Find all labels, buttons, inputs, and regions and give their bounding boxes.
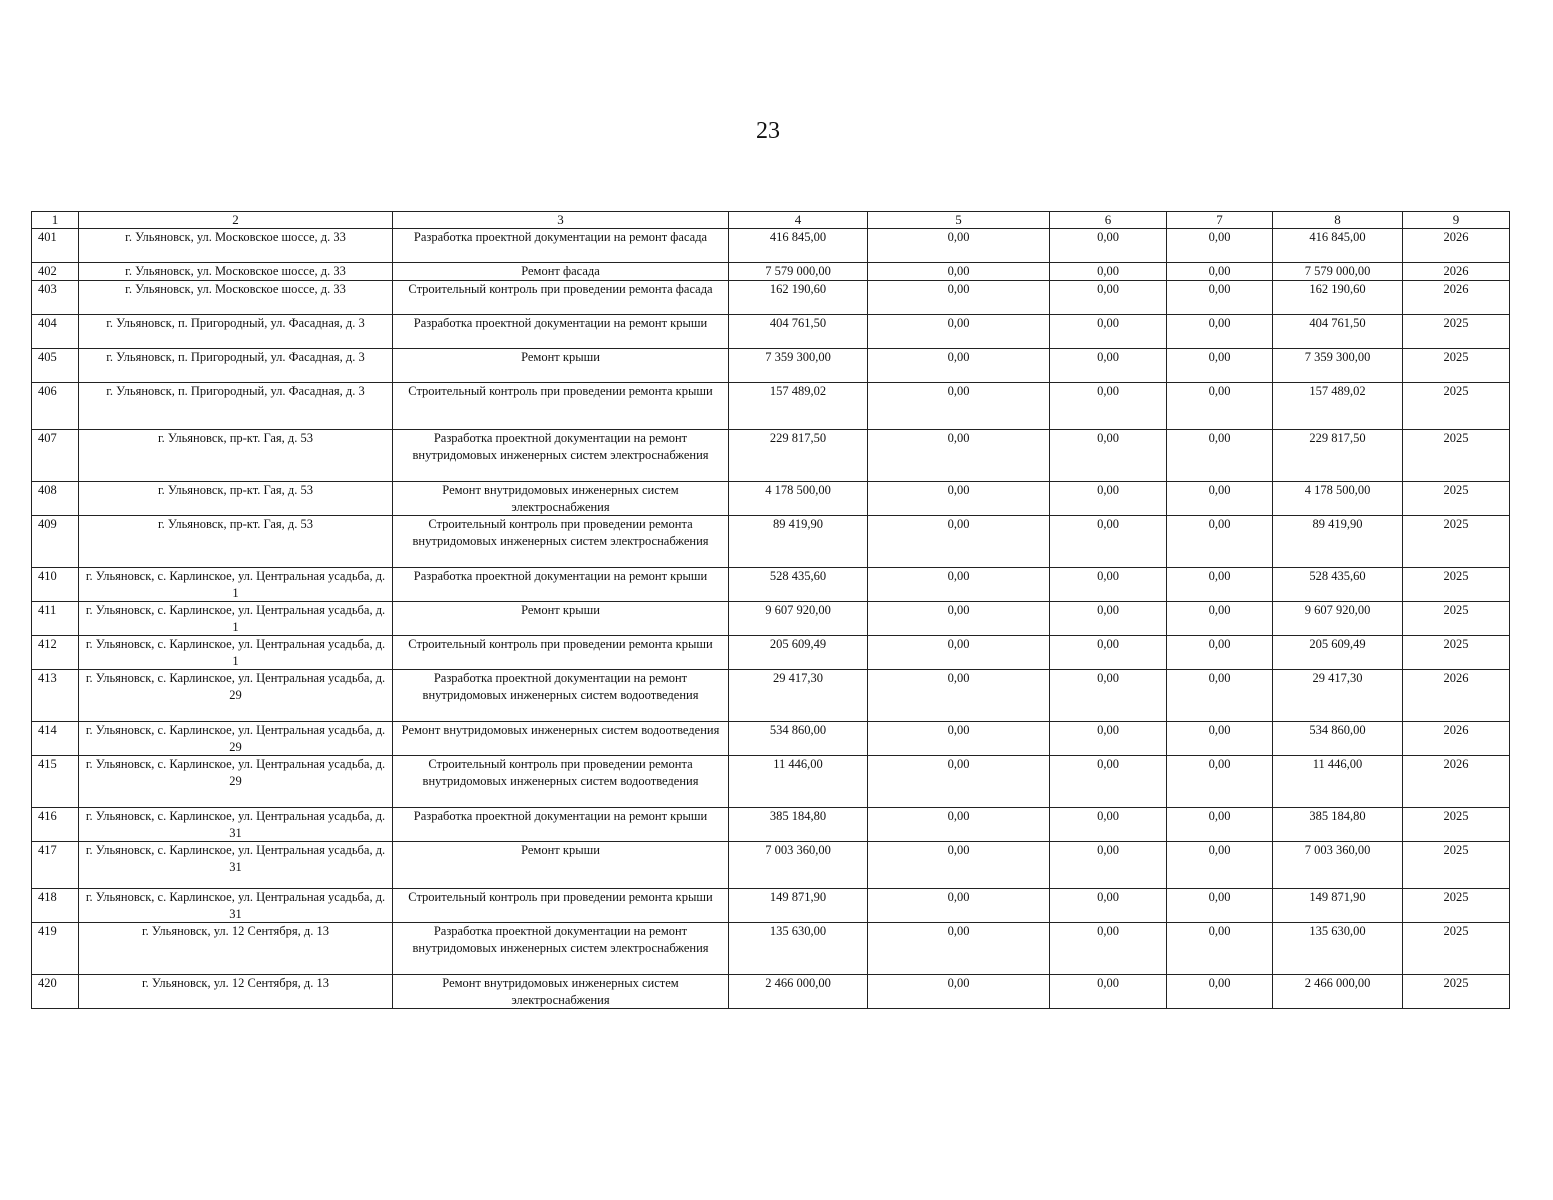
fund-cost-cell: 149 871,90 <box>1273 889 1403 923</box>
col7-cell: 0,00 <box>1167 315 1273 349</box>
col5-cell: 0,00 <box>868 636 1050 670</box>
year-cell: 2025 <box>1403 315 1510 349</box>
work-type-cell: Строительный контроль при проведении ремонта внутридомовых инженерных систем электроснабжения <box>393 516 729 568</box>
address-cell: г. Ульяновск, с. Карлинское, ул. Центральная усадьба, д. 1 <box>79 636 393 670</box>
fund-cost-cell: 205 609,49 <box>1273 636 1403 670</box>
header-cell-5: 5 <box>868 212 1050 229</box>
year-cell: 2026 <box>1403 281 1510 315</box>
table-row <box>32 229 1510 263</box>
col7-cell: 0,00 <box>1167 349 1273 383</box>
work-type-cell: Ремонт крыши <box>393 349 729 383</box>
col6-cell: 0,00 <box>1050 281 1167 315</box>
col7-cell: 0,00 <box>1167 636 1273 670</box>
row-number-cell: 409 <box>32 516 79 568</box>
total-cost-cell: 7 003 360,00 <box>729 842 868 889</box>
col5-cell: 0,00 <box>868 756 1050 808</box>
fund-cost-cell: 157 489,02 <box>1273 383 1403 430</box>
col6-cell: 0,00 <box>1050 602 1167 636</box>
total-cost-cell: 404 761,50 <box>729 315 868 349</box>
work-type-cell: Строительный контроль при проведении ремонта крыши <box>393 636 729 670</box>
row-number-cell: 402 <box>32 263 79 281</box>
table-row <box>32 383 1510 430</box>
row-number-cell: 419 <box>32 923 79 975</box>
work-type-cell: Ремонт внутридомовых инженерных систем электроснабжения <box>393 975 729 1009</box>
total-cost-cell: 385 184,80 <box>729 808 868 842</box>
work-type-cell: Ремонт фасада <box>393 263 729 281</box>
header-cell-2: 2 <box>79 212 393 229</box>
fund-cost-cell: 4 178 500,00 <box>1273 482 1403 516</box>
table-row <box>32 602 1510 636</box>
year-cell: 2025 <box>1403 516 1510 568</box>
row-number-cell: 413 <box>32 670 79 722</box>
col5-cell: 0,00 <box>868 923 1050 975</box>
header-cell-3: 3 <box>393 212 729 229</box>
col7-cell: 0,00 <box>1167 229 1273 263</box>
row-number-cell: 418 <box>32 889 79 923</box>
col7-cell: 0,00 <box>1167 722 1273 756</box>
work-type-cell: Разработка проектной документации на ремонт внутридомовых инженерных систем электроснабжения <box>393 430 729 482</box>
address-cell: г. Ульяновск, с. Карлинское, ул. Центральная усадьба, д. 29 <box>79 670 393 722</box>
col7-cell: 0,00 <box>1167 670 1273 722</box>
work-type-cell: Разработка проектной документации на ремонт крыши <box>393 315 729 349</box>
address-cell: г. Ульяновск, ул. Московское шоссе, д. 33 <box>79 281 393 315</box>
table-row <box>32 722 1510 756</box>
col5-cell: 0,00 <box>868 383 1050 430</box>
total-cost-cell: 4 178 500,00 <box>729 482 868 516</box>
fund-cost-cell: 2 466 000,00 <box>1273 975 1403 1009</box>
fund-cost-cell: 89 419,90 <box>1273 516 1403 568</box>
address-cell: г. Ульяновск, с. Карлинское, ул. Центральная усадьба, д. 31 <box>79 889 393 923</box>
table-row <box>32 842 1510 889</box>
col5-cell: 0,00 <box>868 808 1050 842</box>
fund-cost-cell: 385 184,80 <box>1273 808 1403 842</box>
table-row <box>32 923 1510 975</box>
col5-cell: 0,00 <box>868 315 1050 349</box>
col6-cell: 0,00 <box>1050 229 1167 263</box>
row-number-cell: 412 <box>32 636 79 670</box>
address-cell: г. Ульяновск, п. Пригородный, ул. Фасадная, д. 3 <box>79 349 393 383</box>
address-cell: г. Ульяновск, пр-кт. Гая, д. 53 <box>79 482 393 516</box>
address-cell: г. Ульяновск, с. Карлинское, ул. Центральная усадьба, д. 1 <box>79 602 393 636</box>
row-number-cell: 408 <box>32 482 79 516</box>
header-cell-8: 8 <box>1273 212 1403 229</box>
col5-cell: 0,00 <box>868 430 1050 482</box>
address-cell: г. Ульяновск, пр-кт. Гая, д. 53 <box>79 430 393 482</box>
total-cost-cell: 157 489,02 <box>729 383 868 430</box>
work-type-cell: Ремонт внутридомовых инженерных систем водоотведения <box>393 722 729 756</box>
fund-cost-cell: 404 761,50 <box>1273 315 1403 349</box>
total-cost-cell: 29 417,30 <box>729 670 868 722</box>
address-cell: г. Ульяновск, ул. 12 Сентября, д. 13 <box>79 975 393 1009</box>
year-cell: 2026 <box>1403 756 1510 808</box>
address-cell: г. Ульяновск, с. Карлинское, ул. Центральная усадьба, д. 31 <box>79 808 393 842</box>
row-number-cell: 416 <box>32 808 79 842</box>
col7-cell: 0,00 <box>1167 281 1273 315</box>
fund-cost-cell: 9 607 920,00 <box>1273 602 1403 636</box>
work-type-cell: Строительный контроль при проведении ремонта крыши <box>393 889 729 923</box>
year-cell: 2025 <box>1403 482 1510 516</box>
table-row <box>32 281 1510 315</box>
col6-cell: 0,00 <box>1050 808 1167 842</box>
table-row <box>32 263 1510 281</box>
col6-cell: 0,00 <box>1050 349 1167 383</box>
total-cost-cell: 7 359 300,00 <box>729 349 868 383</box>
col7-cell: 0,00 <box>1167 975 1273 1009</box>
col6-cell: 0,00 <box>1050 975 1167 1009</box>
col5-cell: 0,00 <box>868 670 1050 722</box>
fund-cost-cell: 534 860,00 <box>1273 722 1403 756</box>
row-number-cell: 401 <box>32 229 79 263</box>
col6-cell: 0,00 <box>1050 482 1167 516</box>
row-number-cell: 411 <box>32 602 79 636</box>
col6-cell: 0,00 <box>1050 430 1167 482</box>
table-row <box>32 670 1510 722</box>
col5-cell: 0,00 <box>868 482 1050 516</box>
year-cell: 2025 <box>1403 889 1510 923</box>
col6-cell: 0,00 <box>1050 756 1167 808</box>
year-cell: 2026 <box>1403 722 1510 756</box>
table-row <box>32 315 1510 349</box>
col5-cell: 0,00 <box>868 568 1050 602</box>
header-cell-1: 1 <box>32 212 79 229</box>
address-cell: г. Ульяновск, ул. Московское шоссе, д. 33 <box>79 263 393 281</box>
fund-cost-cell: 162 190,60 <box>1273 281 1403 315</box>
address-cell: г. Ульяновск, пр-кт. Гая, д. 53 <box>79 516 393 568</box>
col5-cell: 0,00 <box>868 516 1050 568</box>
col5-cell: 0,00 <box>868 889 1050 923</box>
total-cost-cell: 135 630,00 <box>729 923 868 975</box>
year-cell: 2025 <box>1403 430 1510 482</box>
table-row <box>32 516 1510 568</box>
work-type-cell: Разработка проектной документации на ремонт внутридомовых инженерных систем электроснабжения <box>393 923 729 975</box>
col5-cell: 0,00 <box>868 281 1050 315</box>
address-cell: г. Ульяновск, с. Карлинское, ул. Центральная усадьба, д. 31 <box>79 842 393 889</box>
table-row <box>32 430 1510 482</box>
total-cost-cell: 7 579 000,00 <box>729 263 868 281</box>
table-row <box>32 482 1510 516</box>
col6-cell: 0,00 <box>1050 842 1167 889</box>
work-type-cell: Разработка проектной документации на ремонт крыши <box>393 568 729 602</box>
table-row <box>32 568 1510 602</box>
col7-cell: 0,00 <box>1167 923 1273 975</box>
work-type-cell: Строительный контроль при проведении ремонта крыши <box>393 383 729 430</box>
work-type-cell: Строительный контроль при проведении ремонта фасада <box>393 281 729 315</box>
address-cell: г. Ульяновск, п. Пригородный, ул. Фасадная, д. 3 <box>79 383 393 430</box>
col5-cell: 0,00 <box>868 842 1050 889</box>
work-type-cell: Ремонт крыши <box>393 842 729 889</box>
total-cost-cell: 534 860,00 <box>729 722 868 756</box>
header-cell-9: 9 <box>1403 212 1510 229</box>
address-cell: г. Ульяновск, с. Карлинское, ул. Центральная усадьба, д. 29 <box>79 722 393 756</box>
page-number: 23 <box>756 118 780 144</box>
table-row <box>32 756 1510 808</box>
col6-cell: 0,00 <box>1050 722 1167 756</box>
row-number-cell: 405 <box>32 349 79 383</box>
col5-cell: 0,00 <box>868 975 1050 1009</box>
col6-cell: 0,00 <box>1050 516 1167 568</box>
table-row <box>32 636 1510 670</box>
row-number-cell: 410 <box>32 568 79 602</box>
col7-cell: 0,00 <box>1167 808 1273 842</box>
row-number-cell: 406 <box>32 383 79 430</box>
year-cell: 2026 <box>1403 263 1510 281</box>
fund-cost-cell: 135 630,00 <box>1273 923 1403 975</box>
table-row <box>32 889 1510 923</box>
col6-cell: 0,00 <box>1050 636 1167 670</box>
year-cell: 2025 <box>1403 383 1510 430</box>
year-cell: 2025 <box>1403 636 1510 670</box>
table-row <box>32 349 1510 383</box>
fund-cost-cell: 229 817,50 <box>1273 430 1403 482</box>
program-table <box>31 211 1510 1009</box>
work-type-cell: Разработка проектной документации на ремонт крыши <box>393 808 729 842</box>
address-cell: г. Ульяновск, с. Карлинское, ул. Центральная усадьба, д. 1 <box>79 568 393 602</box>
total-cost-cell: 205 609,49 <box>729 636 868 670</box>
col7-cell: 0,00 <box>1167 568 1273 602</box>
work-type-cell: Ремонт внутридомовых инженерных систем электроснабжения <box>393 482 729 516</box>
col7-cell: 0,00 <box>1167 756 1273 808</box>
year-cell: 2026 <box>1403 229 1510 263</box>
col7-cell: 0,00 <box>1167 430 1273 482</box>
fund-cost-cell: 528 435,60 <box>1273 568 1403 602</box>
year-cell: 2025 <box>1403 602 1510 636</box>
col5-cell: 0,00 <box>868 602 1050 636</box>
work-type-cell: Разработка проектной документации на ремонт фасада <box>393 229 729 263</box>
table-row <box>32 808 1510 842</box>
year-cell: 2025 <box>1403 923 1510 975</box>
address-cell: г. Ульяновск, с. Карлинское, ул. Центральная усадьба, д. 29 <box>79 756 393 808</box>
row-number-cell: 420 <box>32 975 79 1009</box>
row-number-cell: 404 <box>32 315 79 349</box>
total-cost-cell: 162 190,60 <box>729 281 868 315</box>
header-cell-4: 4 <box>729 212 868 229</box>
work-type-cell: Ремонт крыши <box>393 602 729 636</box>
header-row <box>32 212 1510 229</box>
program-table-container <box>31 211 1509 1009</box>
address-cell: г. Ульяновск, ул. Московское шоссе, д. 33 <box>79 229 393 263</box>
address-cell: г. Ульяновск, ул. 12 Сентября, д. 13 <box>79 923 393 975</box>
fund-cost-cell: 7 579 000,00 <box>1273 263 1403 281</box>
total-cost-cell: 11 446,00 <box>729 756 868 808</box>
fund-cost-cell: 416 845,00 <box>1273 229 1403 263</box>
col5-cell: 0,00 <box>868 722 1050 756</box>
col7-cell: 0,00 <box>1167 263 1273 281</box>
header-cell-6: 6 <box>1050 212 1167 229</box>
col6-cell: 0,00 <box>1050 263 1167 281</box>
col7-cell: 0,00 <box>1167 383 1273 430</box>
fund-cost-cell: 29 417,30 <box>1273 670 1403 722</box>
total-cost-cell: 229 817,50 <box>729 430 868 482</box>
fund-cost-cell: 7 003 360,00 <box>1273 842 1403 889</box>
col6-cell: 0,00 <box>1050 923 1167 975</box>
row-number-cell: 415 <box>32 756 79 808</box>
col7-cell: 0,00 <box>1167 482 1273 516</box>
col7-cell: 0,00 <box>1167 602 1273 636</box>
header-cell-7: 7 <box>1167 212 1273 229</box>
col5-cell: 0,00 <box>868 349 1050 383</box>
col6-cell: 0,00 <box>1050 568 1167 602</box>
year-cell: 2025 <box>1403 568 1510 602</box>
work-type-cell: Строительный контроль при проведении ремонта внутридомовых инженерных систем водоотведения <box>393 756 729 808</box>
work-type-cell: Разработка проектной документации на ремонт внутридомовых инженерных систем водоотведения <box>393 670 729 722</box>
col6-cell: 0,00 <box>1050 383 1167 430</box>
total-cost-cell: 2 466 000,00 <box>729 975 868 1009</box>
total-cost-cell: 89 419,90 <box>729 516 868 568</box>
row-number-cell: 407 <box>32 430 79 482</box>
row-number-cell: 403 <box>32 281 79 315</box>
fund-cost-cell: 11 446,00 <box>1273 756 1403 808</box>
year-cell: 2025 <box>1403 842 1510 889</box>
year-cell: 2026 <box>1403 670 1510 722</box>
total-cost-cell: 149 871,90 <box>729 889 868 923</box>
col6-cell: 0,00 <box>1050 670 1167 722</box>
total-cost-cell: 9 607 920,00 <box>729 602 868 636</box>
col7-cell: 0,00 <box>1167 516 1273 568</box>
table-header <box>32 212 1510 229</box>
year-cell: 2025 <box>1403 808 1510 842</box>
fund-cost-cell: 7 359 300,00 <box>1273 349 1403 383</box>
col5-cell: 0,00 <box>868 229 1050 263</box>
col7-cell: 0,00 <box>1167 889 1273 923</box>
row-number-cell: 417 <box>32 842 79 889</box>
year-cell: 2025 <box>1403 349 1510 383</box>
year-cell: 2025 <box>1403 975 1510 1009</box>
row-number-cell: 414 <box>32 722 79 756</box>
total-cost-cell: 416 845,00 <box>729 229 868 263</box>
table-row <box>32 975 1510 1009</box>
address-cell: г. Ульяновск, п. Пригородный, ул. Фасадная, д. 3 <box>79 315 393 349</box>
table-body <box>32 229 1510 1009</box>
total-cost-cell: 528 435,60 <box>729 568 868 602</box>
col6-cell: 0,00 <box>1050 889 1167 923</box>
col5-cell: 0,00 <box>868 263 1050 281</box>
col7-cell: 0,00 <box>1167 842 1273 889</box>
col6-cell: 0,00 <box>1050 315 1167 349</box>
